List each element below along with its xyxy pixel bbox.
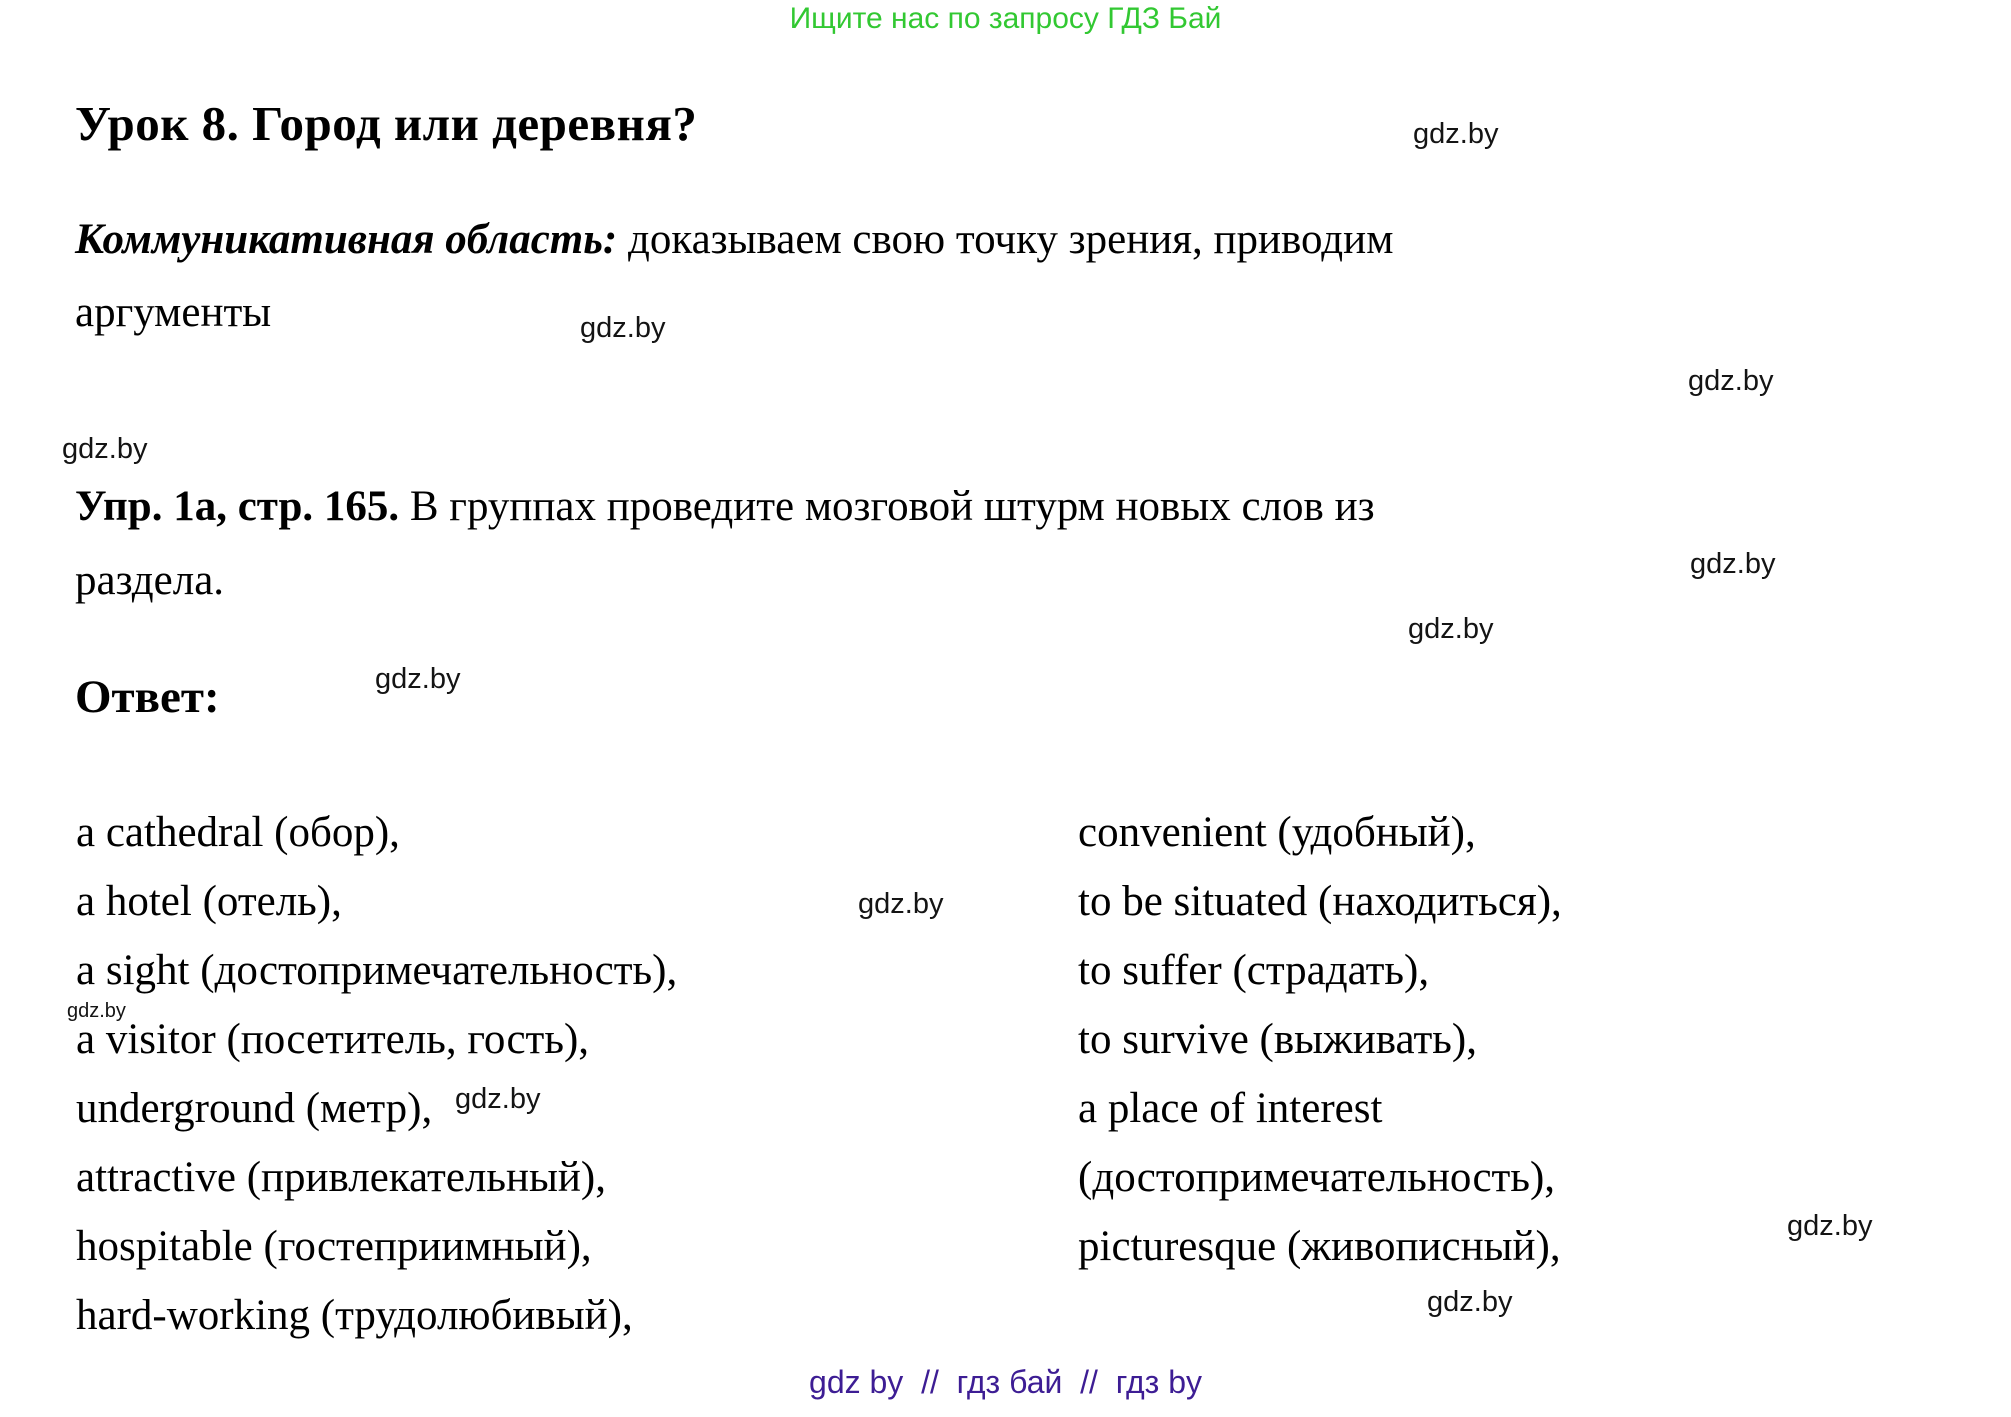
gdz-watermark: gdz.by: [1690, 548, 1776, 580]
vocab-item: hard-working (трудолюбивый),: [76, 1292, 633, 1339]
vocab-item: to suffer (страдать),: [1078, 947, 1430, 994]
vocab-item: to survive (выживать),: [1078, 1016, 1477, 1063]
vocab-item: a cathedral (обор),: [76, 809, 400, 856]
vocab-item: underground (метр),: [76, 1085, 433, 1132]
vocab-item: picturesque (живописный),: [1078, 1223, 1561, 1270]
answer-label: Ответ:: [75, 671, 220, 723]
gdz-watermark: gdz.by: [62, 433, 148, 465]
vocab-item: a place of interest: [1078, 1085, 1383, 1132]
footer-links: gdz by // гдз бай // гдз by: [809, 1364, 1202, 1400]
promo-banner: Ищите нас по запросу ГДЗ Бай: [789, 2, 1222, 35]
vocab-list-right: [1078, 798, 1562, 1281]
vocab-item: convenient (удобный),: [1078, 809, 1476, 856]
gdz-watermark: gdz.by: [455, 1083, 541, 1115]
exercise-text-line2: раздела.: [75, 557, 225, 604]
vocab-item: attractive (привлекательный),: [76, 1154, 606, 1201]
gdz-watermark: gdz.by: [1413, 118, 1499, 150]
gdz-watermark: gdz.by: [1688, 365, 1774, 397]
communicative-area-text-line2: аргументы: [75, 289, 272, 336]
gdz-watermark: gdz.by: [1787, 1210, 1873, 1242]
gdz-watermark: gdz.by: [580, 312, 666, 344]
vocab-list-left: [76, 798, 677, 1350]
communicative-area-paragraph: [75, 203, 1925, 349]
gdz-watermark: gdz.by: [858, 888, 944, 920]
gdz-watermark: gdz.by: [67, 1000, 126, 1022]
exercise-text-line1: В группах проведите мозговой штурм новых слов из: [399, 483, 1375, 530]
communicative-area-label: Коммуникативная область:: [75, 216, 618, 263]
vocab-item: a hotel (отель),: [76, 878, 342, 925]
vocab-item: (достопримечательность),: [1078, 1154, 1556, 1201]
exercise-label: Упр. 1а, стр. 165.: [75, 483, 400, 530]
gdz-watermark: gdz.by: [375, 663, 461, 695]
gdz-watermark: gdz.by: [1408, 613, 1494, 645]
vocab-item: to be situated (находиться),: [1078, 878, 1562, 925]
exercise-paragraph: [75, 470, 1925, 618]
vocab-item: hospitable (гостеприимный),: [76, 1223, 592, 1270]
vocab-item: a visitor (посетитель, гость),: [76, 1016, 590, 1063]
vocab-item: a sight (достопримечательность),: [76, 947, 678, 994]
communicative-area-text-line1: доказываем свою точку зрения, приводим: [617, 216, 1394, 263]
gdz-watermark: gdz.by: [1427, 1286, 1513, 1318]
page-title: Урок 8. Город или деревня?: [75, 95, 698, 151]
